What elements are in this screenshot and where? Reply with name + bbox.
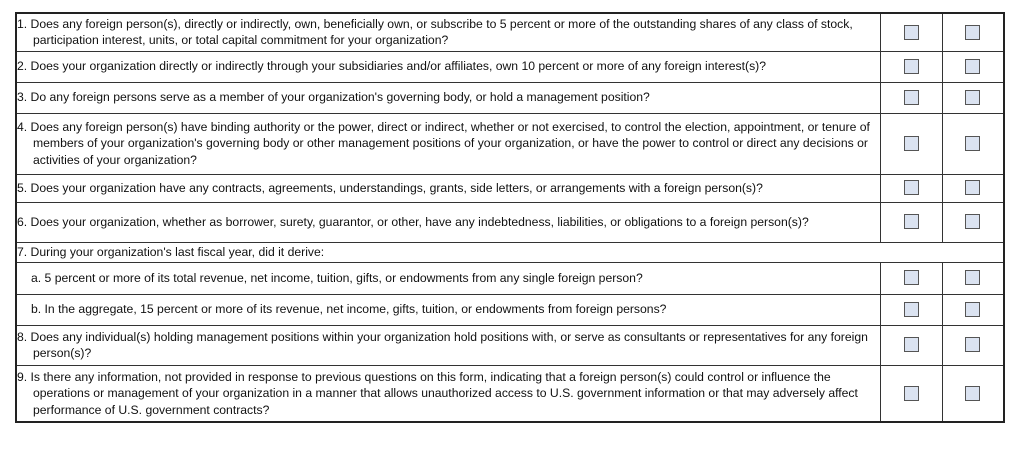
question-6-no-checkbox[interactable] <box>965 214 980 229</box>
question-text-cell <box>16 13 880 51</box>
question-8-no-checkbox[interactable] <box>965 337 980 352</box>
question-7a-no-checkbox[interactable] <box>965 270 980 285</box>
question-8-yes-checkbox[interactable] <box>904 337 919 352</box>
question-8-text: 8. Does any individual(s) holding management positions within your organization hold positions with, or serve as consultants or representatives for any foreign person(s)? <box>17 329 868 360</box>
question-4-yes-checkbox[interactable] <box>904 136 919 151</box>
question-9-yes-checkbox[interactable] <box>904 386 919 401</box>
question-9-text: 9. Is there any information, not provided in response to previous questions on this form, indicating that a foreign person(s) could control or influence the operations or management of your organization in a manner that allows unauthorized access to U.S. government information or that may adversely affect performance of U.S. government contracts? <box>17 369 858 417</box>
question-row-7 <box>16 242 1004 262</box>
question-3-no-checkbox[interactable] <box>965 90 980 105</box>
question-3-yes-checkbox[interactable] <box>904 90 919 105</box>
question-4-no-checkbox[interactable] <box>965 136 980 151</box>
question-row-8 <box>16 325 1004 365</box>
question-2-text: 2. Does your organization directly or indirectly through your subsidiaries and/or affiliates, own 10 percent or more of any foreign interest(s)? <box>17 59 767 74</box>
question-6-text: 6. Does your organization, whether as borrower, surety, guarantor, or other, have any indebtedness, liabilities, or obligations to a foreign person(s)? <box>17 214 809 229</box>
question-1-no-checkbox[interactable] <box>965 25 980 40</box>
question-4-text: 4. Does any foreign person(s) have binding authority or the power, direct or indirect, whether or not exercised, to control the election, appointment, or tenure of members of your organization's governing body or other management positions of your organization, or have the power to control or direct any decisions or activities of your organization? <box>17 119 870 167</box>
question-1-text: 1. Does any foreign person(s), directly or indirectly, own, beneficially own, or subscribe to 5 percent or more of the outstanding shares of any class of stock, participation interest, units, or total capital commitment for your organization? <box>17 16 853 48</box>
question-1-yes-checkbox[interactable] <box>904 25 919 40</box>
question-9-no-checkbox[interactable] <box>965 386 980 401</box>
question-row-6 <box>16 202 1004 242</box>
question-row-2 <box>16 51 1004 82</box>
question-7-text: 7. During your organization's last fiscal year, did it derive: <box>17 244 325 259</box>
question-7b-yes-checkbox[interactable] <box>904 302 919 317</box>
question-5-text: 5. Does your organization have any contracts, agreements, understandings, grants, side letters, or arrangements with a foreign person(s)? <box>17 180 763 195</box>
question-2-yes-checkbox[interactable] <box>904 59 919 74</box>
foreign-interest-questionnaire <box>15 12 1005 423</box>
question-row-4 <box>16 113 1004 174</box>
question-6-yes-checkbox[interactable] <box>904 214 919 229</box>
question-row-1 <box>16 13 1004 51</box>
question-3-text: 3. Do any foreign persons serve as a member of your organization's governing body, or hold a management position? <box>17 90 650 105</box>
question-7b-no-checkbox[interactable] <box>965 302 980 317</box>
question-7a-text: a. 5 percent or more of its total revenue, net income, tuition, gifts, or endowments from any single foreign person? <box>31 270 643 285</box>
question-2-no-checkbox[interactable] <box>965 59 980 74</box>
question-row-5 <box>16 174 1004 202</box>
question-row-7b <box>16 294 1004 325</box>
question-5-yes-checkbox[interactable] <box>904 180 919 195</box>
question-7a-yes-checkbox[interactable] <box>904 270 919 285</box>
question-7b-text: b. In the aggregate, 15 percent or more of its revenue, net income, gifts, tuition, or endowments from foreign persons? <box>31 302 667 317</box>
question-row-9 <box>16 365 1004 422</box>
question-row-7a <box>16 262 1004 294</box>
question-5-no-checkbox[interactable] <box>965 180 980 195</box>
question-row-3 <box>16 82 1004 113</box>
